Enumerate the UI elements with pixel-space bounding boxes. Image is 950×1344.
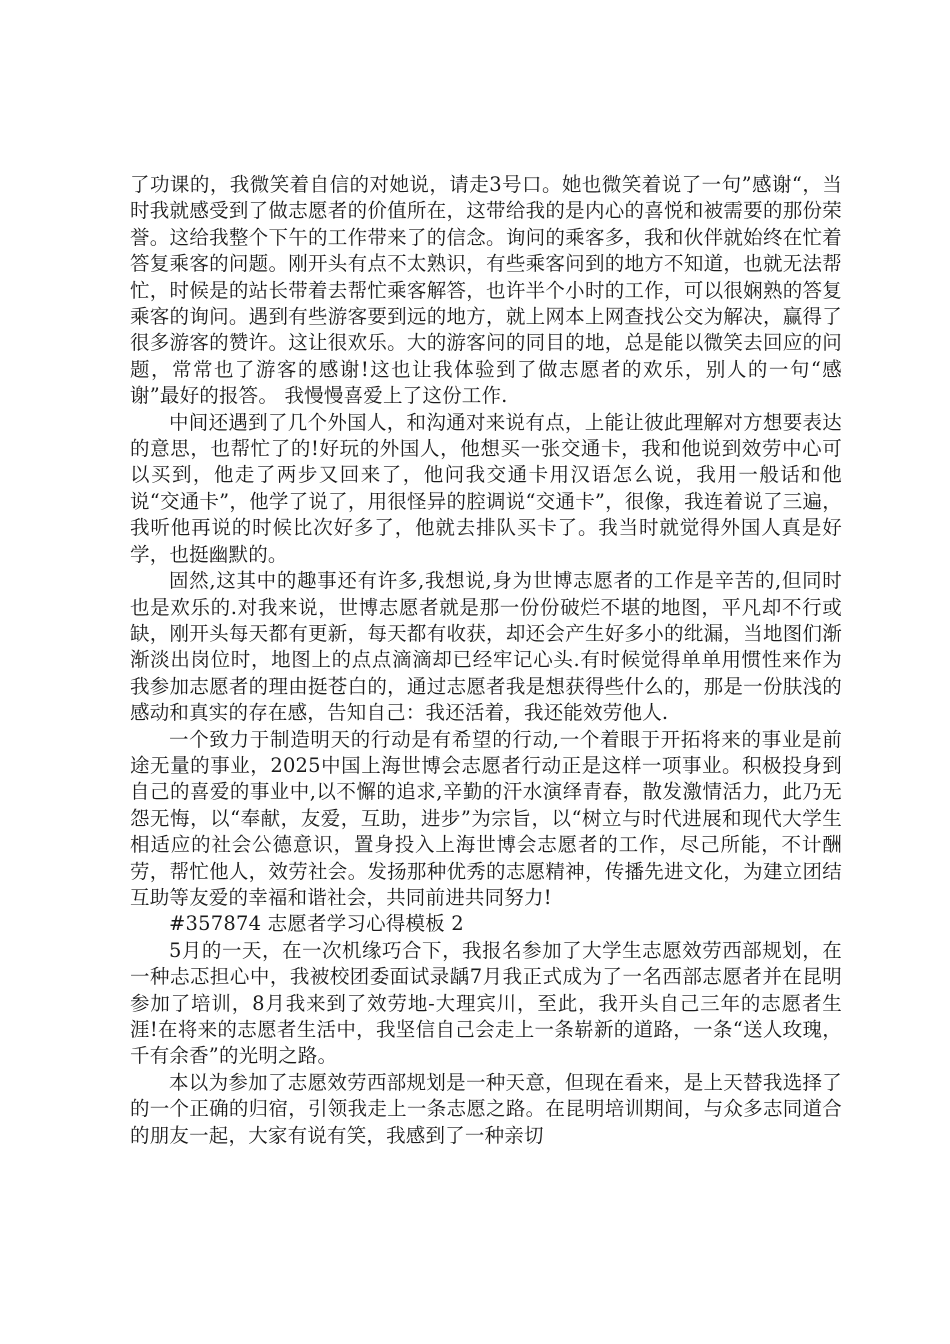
paragraph-5: 5月的一天，在一次机缘巧合下，我报名参加了大学生志愿效劳西部规划，在一种忐忑担心中，我被校团委面试录龋7月我正式成为了一名西部志愿者并在昆明参加了培训，8月我来到了效劳地-大理宾川，至此，我开头自己三年的志愿者生涯!在将来的志愿者生活中，我坚信自己会走上一条崭新的道路，一条“送人玫瑰，千有余香”的光明之路。 <box>130 938 842 1068</box>
document-page <box>130 172 842 1149</box>
paragraph-6: 本以为参加了志愿效劳西部规划是一种天意，但现在看来，是上天替我选择了的一个正确的归宿，引领我走上一条志愿之路。在昆明培训期间，与众多志同道合的朋友一起，大家有说有笑，我感到了一种亲切 <box>130 1070 842 1147</box>
paragraph-4: 一个致力于制造明天的行动是有希望的行动,一个着眼于开拓将来的事业是前途无量的事业，2025中国上海世博会志愿者行动正是这样一项事业。积极投身到自己的喜爱的事业中,以不懈的追求,辛勤的汗水演绎青春，散发激情活力，此乃无怨无悔，以“奉献，友爱，互助，进步”为宗旨，以“树立与时代进展和现代大学生相适应的社会公德意识，置身投入上海世博会志愿者的工作，尽己所能，不计酬劳，帮忙他人，效劳社会。发扬那种优秀的志愿精神，传播先进文化，为建立团结互助等友爱的幸福和谐社会，共同前进共同努力! <box>130 727 842 909</box>
section-heading: #357874 志愿者学习心得模板 2 <box>169 912 464 936</box>
paragraph-2: 中间还遇到了几个外国人，和沟通对来说有点，上能让彼此理解对方想要表达的意思，也帮忙了的!好玩的外国人，他想买一张交通卡，我和他说到效劳中心可以买到，他走了两步又回来了，他问我交通卡用汉语怎么说，我用一般话和他说“交通卡”，他学了说了，用很怪异的腔调说“交通卡”，很像，我连着说了三遍，我听他再说的时候比次好多了，他就去排队买卡了。我当时就觉得外国人真是好学，也挺幽默的。 <box>130 410 842 566</box>
paragraph-3: 固然,这其中的趣事还有许多,我想说,身为世博志愿者的工作是辛苦的,但同时也是欢乐的.对我来说，世博志愿者就是那一份份破烂不堪的地图，平凡却不行或缺，刚开头每天都有更新，每天都有收获，却还会产生好多小的纰漏，当地图们渐渐淡出岗位时，地图上的点点滴滴却已经牢记心头.有时候觉得单单用惯性来作为我参加志愿者的理由挺苍白的，通过志愿者我是想获得些什么的，那是一份肤浅的感动和真实的存在感，告知自己：我还活着，我还能效劳他人. <box>130 569 842 725</box>
paragraph-1: 了功课的，我微笑着自信的对她说，请走3号口。她也微笑着说了一句”感谢“，当时我就感受到了做志愿者的价值所在，这带给我的是内心的喜悦和被需要的那份荣誉。这给我整个下午的工作带来了的信念。询问的乘客多，我和伙伴就始终在忙着答复乘客的问题。刚开头有点不太熟识，有些乘客问到的地方不知道，也就无法帮忙，时候是的站长带着去帮忙乘客解答，也许半个小时的工作，可以很娴熟的答复乘客的询问。遇到有些游客要到远的地方，就上网本上网查找公交为解决，赢得了很多游客的赞许。这让很欢乐。大的游客问的同目的地，总是能以微笑去回应的问题，常常也了游客的感谢!这也让我体验到了做志愿者的欢乐，别人的一句“感谢”最好的报答。 我慢慢喜爱上了这份工作. <box>130 173 842 408</box>
